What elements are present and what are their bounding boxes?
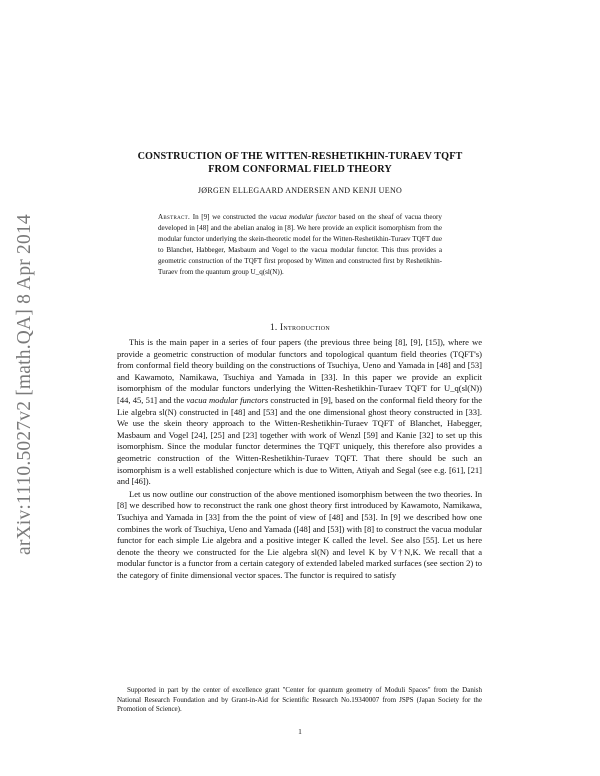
introduction-body: [117, 337, 482, 581]
paper-title-line-1: CONSTRUCTION OF THE WITTEN-RESHETIKHIN-TURAEV TQFT: [137, 151, 463, 162]
section-title: Introduction: [280, 322, 331, 332]
paragraph-1-emphasis: vacua modular functors: [186, 394, 269, 405]
abstract-text-part2: based on the sheaf of vacua theory developed in [48] and the abelian analog in [8]. We here provide an explicit isomorphism from the modular functor underlying the skein-theoretic model for the Witten-Reshetikhin-Turaev TQFT due to Blanchet, Habbeger, Masbaum and Vogel to the vacua modular functor. This thus provides a geometric construction of the TQFT first proposed by Witten and constructed first by Reshetikhin-Turaev from the quantum group U_q(sl(N)).: [158, 213, 442, 277]
paper-title-line-2: FROM CONFORMAL FIELD THEORY: [208, 164, 392, 175]
abstract: [158, 212, 442, 279]
paper-authors: JØRGEN ELLEGAARD ANDERSEN AND KENJI UENO: [197, 186, 403, 195]
paragraph-2: Let us now outline our construction of the above mentioned isomorphism between the two theories. In [8] we described how to reconstruct the rank one ghost theory first introduced by Kawamoto, Namikawa, Tsuchiya and Yamada in [33] from the the point of view of [48] and [53]. In [9] we described how one combines the work of Tsuchiya, Ueno and Yamada ([48] and [53]) with [8] to construct the vacua modular functor for each simple Lie algebra and a positive integer K called the level. See also [55]. Let us here denote the theory we constructed for the Lie algebra sl(N) and level K by V†N,K. We recall that a modular functor is a functor from a certain category of extended labeled marked surfaces (see section 2) to the category of finite dimensional vector spaces. The functor is required to satisfy: [117, 488, 482, 580]
page-number: 1: [298, 727, 302, 736]
abstract-label: Abstract.: [158, 213, 191, 221]
arxiv-identifier: arXiv:1110.5027v2 [math.QA] 8 Apr 2014: [14, 214, 35, 555]
section-number: 1.: [269, 322, 278, 332]
paragraph-1: [117, 337, 482, 488]
paragraph-1-text-b: constructed in [9], based on the conformal field theory for the Lie algebra sl(N) constructed in [48] and [53] and the one dimensional ghost theory constructed in [33]. We use the skein theory approach to the Witten-Reshetikhin-Turaev TQFT of Blanchet, Habegger, Masbaum and Vogel [24], [25] and [23] together with work of Wenzl [59] and Kanie [32] to set up this isomorphism. Since the modular functor determines the TQFT uniquely, this therefore also provides a geometric construction of the Witten-Reshetikhin-Turaev TQFT. That there should be such an isomorphism is a well established conjecture which is due to Witten, Atiyah and Segal (see e.g. [61], [21] and [46]).: [117, 394, 482, 487]
section-heading: [100, 322, 500, 332]
abstract-emphasis: vacua modular functor: [269, 213, 337, 221]
paragraph-1-text-a: This is the main paper in a series of four papers (the previous three being [8], [9], [15]), where we provide a geometric construction of modular functors and topological quantum field theories (TQFT's) from conformal field theory building on the constructions of Tsuchiya, Ueno and Yamada in [48] and [53] and Kawamoto, Namikawa, Tsuchiya and Yamada in [33]. In this paper we provide an explicit isomorphism of the modular functors underlying the Witten-Reshetikhin-Turaev TQFT for U_q(sl(N)) [44, 45, 51] and the: [117, 337, 482, 405]
footnote: Supported in part by the center of excellence grant "Center for quantum geometry of Moduli Spaces" from the Danish National Research Foundation and by Grant-in-Aid for Scientific Research No.19340007 from JSPS (Japan Society for the Promotion of Science).: [117, 686, 482, 714]
abstract-text-part1: In [9] we constructed the: [190, 213, 270, 221]
